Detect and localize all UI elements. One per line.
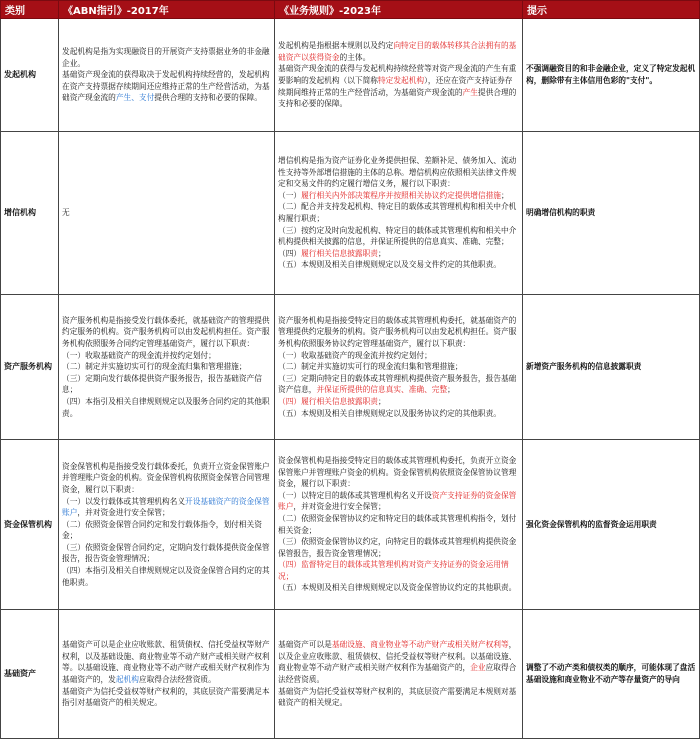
highlighted-text-run: 开设基础资产的资金保管账户 (62, 496, 270, 518)
table-row (1, 19, 700, 132)
text-run: ），还应在资产支持证券存续期间维持正常的生产经营活动，为基础资产现金流的 (278, 76, 513, 97)
text-run: 基础资产可以是 (278, 640, 332, 650)
highlighted-text-run: 向特定目的载体转移其合法拥有的基础资产以获得资金 (278, 41, 517, 62)
table-row (1, 132, 700, 295)
tip-text: 新增资产服务机构的信息披露职责 (523, 295, 700, 440)
text-run: （三）依照资金保管合同约定，定期向发行载体提供资金保管报告，报告资金管理情况； (62, 542, 270, 564)
old-rule-text (59, 132, 275, 295)
text-run: 资金保管机构是指接受特定目的载体或其管理机构委托，负责开立资金保管账户并管理账户资金的机构。资金保管机构依照资金保管协议管理资金，履行以下职责： (278, 455, 517, 489)
header-tips: 提示 (523, 1, 700, 19)
text-run: （二）依照资金保管合同约定和发行载体指令，划付相关资金； (62, 519, 262, 541)
text-run: 增信机构是指为资产证券化业务提供担保、差额补足、债务加入、流动性支持等外部增信措施的主体的总称。增信机构应依照相关法律文件规定和交易文件的约定履行增信义务，履行以下职责： (278, 156, 517, 189)
text-run: 基础资产现金流的获得取决于发起机构持续经营的，发起机构在资产支持票据存续期间还应维持正常的生产经营活动，为基础资产现金流的 (62, 70, 270, 103)
text-run: （五）本规则及相关自律规则规定以及交易文件约定的其他职责。 (278, 260, 501, 270)
highlighted-text-run: 起机构 (115, 675, 139, 684)
text-run: 提供合理的支持和必要的保障。 (278, 87, 517, 109)
old-rule-text (59, 610, 275, 739)
tip-text: 明确增信机构的职责 (523, 132, 700, 295)
highlighted-text-run: 特定发起机构 (377, 76, 425, 85)
text-run: ，并对资金进行安全保管； (77, 508, 170, 518)
row-category: 基础资产 (1, 610, 59, 739)
tip-text: 强化资金保管机构的监督资金运用职责 (523, 440, 700, 610)
highlighted-text-run: 企业 (470, 663, 486, 673)
highlighted-text-run: 产生 (462, 87, 478, 97)
highlighted-text-run: 资产支持证券的资金保管账户 (278, 490, 517, 512)
text-run: ； (500, 190, 509, 200)
text-run: ，并对资金进行安全保管； (293, 502, 386, 512)
text-run: 资产服务机构是指接受发行载体委托，就基础资产的管理提供约定服务的机构。资产服务机构可以由发起机构担任。资产服务机构依照服务合同约定管理基础资产，履行以下职责： (62, 315, 270, 349)
text-run: （一） (278, 190, 302, 200)
header-old-rules: 《ABN指引》-2017年 (59, 1, 275, 19)
text-run: （三）定期向发行载体提供资产服务报告，报告基础资产信息； (62, 373, 262, 395)
text-run: （四）本指引及相关自律规则规定以及服务合同约定的其他职责。 (62, 396, 270, 418)
text-run: 提供合理的支持和必要的保障。 (154, 93, 262, 103)
text-run: ； (447, 385, 455, 395)
text-run: （二）依照资金保管协议约定和特定目的载体或其管理机构指令，划付相关资金； (278, 513, 517, 535)
text-run: 发起机构是指根据本规则以及约定 (278, 41, 394, 51)
highlighted-text-run: 履行相关内外部决策程序并按照相关协议约定提供增信措施 (301, 190, 501, 200)
highlighted-text-run: 并保证所提供的信息真实、准确、完整 (316, 385, 448, 395)
new-rule-text (275, 19, 523, 132)
old-rule-text (59, 440, 275, 610)
text-run: 基础资产为信托受益权等财产权利的，其底层资产需要满足本指引对基础资产的相关规定。 (62, 686, 270, 708)
new-rule-text (275, 440, 523, 610)
text-run: （二）制定并实施切实可行的现金流归集和管理措施； (278, 362, 463, 372)
header-category: 类别 (1, 1, 59, 19)
text-run: （三）按约定及时向发起机构、特定目的载体或其管理机构和相关中介机构提供相关披露的信息，并保证所提供的信息真实、准确、完整； (278, 225, 517, 247)
text-run: 无 (62, 208, 70, 218)
text-run: 应取得合法经营资质。 (278, 663, 517, 684)
text-run: （一）以特定目的载体或其管理机构名义开设 (278, 490, 432, 500)
text-run: （一）收取基础资产的现金流并按约定划付； (278, 350, 432, 360)
row-category: 资产服务机构 (1, 295, 59, 440)
new-rule-text (275, 132, 523, 295)
text-run: 应取得合法经营资质。 (138, 675, 216, 684)
text-run: 基础资产为信托受益权等财产权利的，其底层资产需要满足本规则对基础资产的相关规定。 (278, 686, 517, 708)
text-run: ； (377, 396, 386, 406)
text-run: 的主体。 (339, 52, 371, 62)
highlighted-text-run: 产生、支付 (115, 93, 155, 103)
highlighted-text-run: 履行相关信息披露职责 (301, 248, 378, 258)
text-run: （二）制定并实施切实可行的现金流归集和管理措施； (62, 362, 247, 372)
header-new-rules: 《业务规则》-2023年 (275, 1, 523, 19)
tip-text: 调整了不动产类和债权类的顺序，可能体现了盘活基础设施和商业物业不动产等存量资产的导向 (523, 610, 700, 739)
row-category: 增信机构 (1, 132, 59, 295)
table-row (1, 610, 700, 739)
text-run: ，以及企业应收账款、租赁债权、信托受益权等财产权利。以基础设施、商业物业等不动产财产或相关财产权利作为基础资产的， (278, 640, 517, 673)
text-run: （五）本规则及相关自律规则规定以及资金保管协议约定的其他职责。 (278, 583, 517, 593)
text-run: （二）配合并支持发起机构、特定目的载体或其管理机构和相关中介机构履行职责； (278, 202, 517, 223)
highlighted-text-run: （四）履行相关信息披露职责 (278, 396, 378, 406)
tip-text: 不强调融资目的和非金融企业，定义了特定发起机构，删除带有主体信用色彩的"支付"。 (523, 19, 700, 132)
text-run: 基础资产可以是企业应收账款、租赁债权、信托受益权等财产权利，以及基础设施、商业物业等不动产财产或相关财产权利等。以基础设施、商业物业等不动产财产或相关财产权利作为基础资产的，发 (62, 640, 270, 684)
text-run: （三）定期向特定目的载体或其管理机构提供资产服务报告，报告基础资产信息， (278, 373, 517, 395)
header-row (1, 1, 700, 19)
text-run: 资产服务机构是指接受特定目的载体或其管理机构委托，就基础资产的管理提供约定服务的机构。资产服务机构可以由发起机构担任。资产服务机构依照服务协议约定管理基础资产，履行以下职责： (278, 315, 517, 349)
text-run: （五）本规则及相关自律规则规定以及服务协议约定的其他职责。 (278, 408, 501, 418)
new-rule-text (275, 610, 523, 739)
text-run: 基础资产现金流的获得与发起机构持续经营等对资产现金流的产生有重要影响的发起机构（以下简称 (278, 64, 517, 85)
text-run: （一）以发行载体或其管理机构名义 (62, 496, 186, 506)
row-category: 发起机构 (1, 19, 59, 132)
table-row (1, 295, 700, 440)
old-rule-text (59, 295, 275, 440)
old-rule-text (59, 19, 275, 132)
text-run: （四） (278, 248, 302, 258)
text-run: 资金保管机构是指接受发行载体委托，负责开立资金保管账户并管理账户资金的机构。资金保管机构依照资金保管合同管理资金，履行以下职责： (62, 461, 270, 494)
new-rule-text (275, 295, 523, 440)
table-row (1, 440, 700, 610)
text-run: （三）依照资金保管协议约定，向特定目的载体或其管理机构提供资金保管报告，报告资金管理情况； (278, 537, 517, 558)
text-run: （一）收取基础资产的现金流并按约定划付； (62, 350, 216, 360)
text-run: ； (377, 248, 386, 258)
text-run: 发起机构是指为实现融资目的开展资产支持票据业务的非金融企业。 (62, 47, 270, 68)
highlighted-text-run: 基础设施、商业物业等不动产财产或相关财产权利等 (331, 640, 509, 650)
text-run: （四）本指引及相关自律规则规定以及资金保管合同约定的其他职责。 (62, 566, 270, 587)
highlighted-text-run: （四）监督特定目的载体或其管理机构对资产支持证券的资金运用情况； (278, 560, 509, 581)
row-category: 资金保管机构 (1, 440, 59, 610)
